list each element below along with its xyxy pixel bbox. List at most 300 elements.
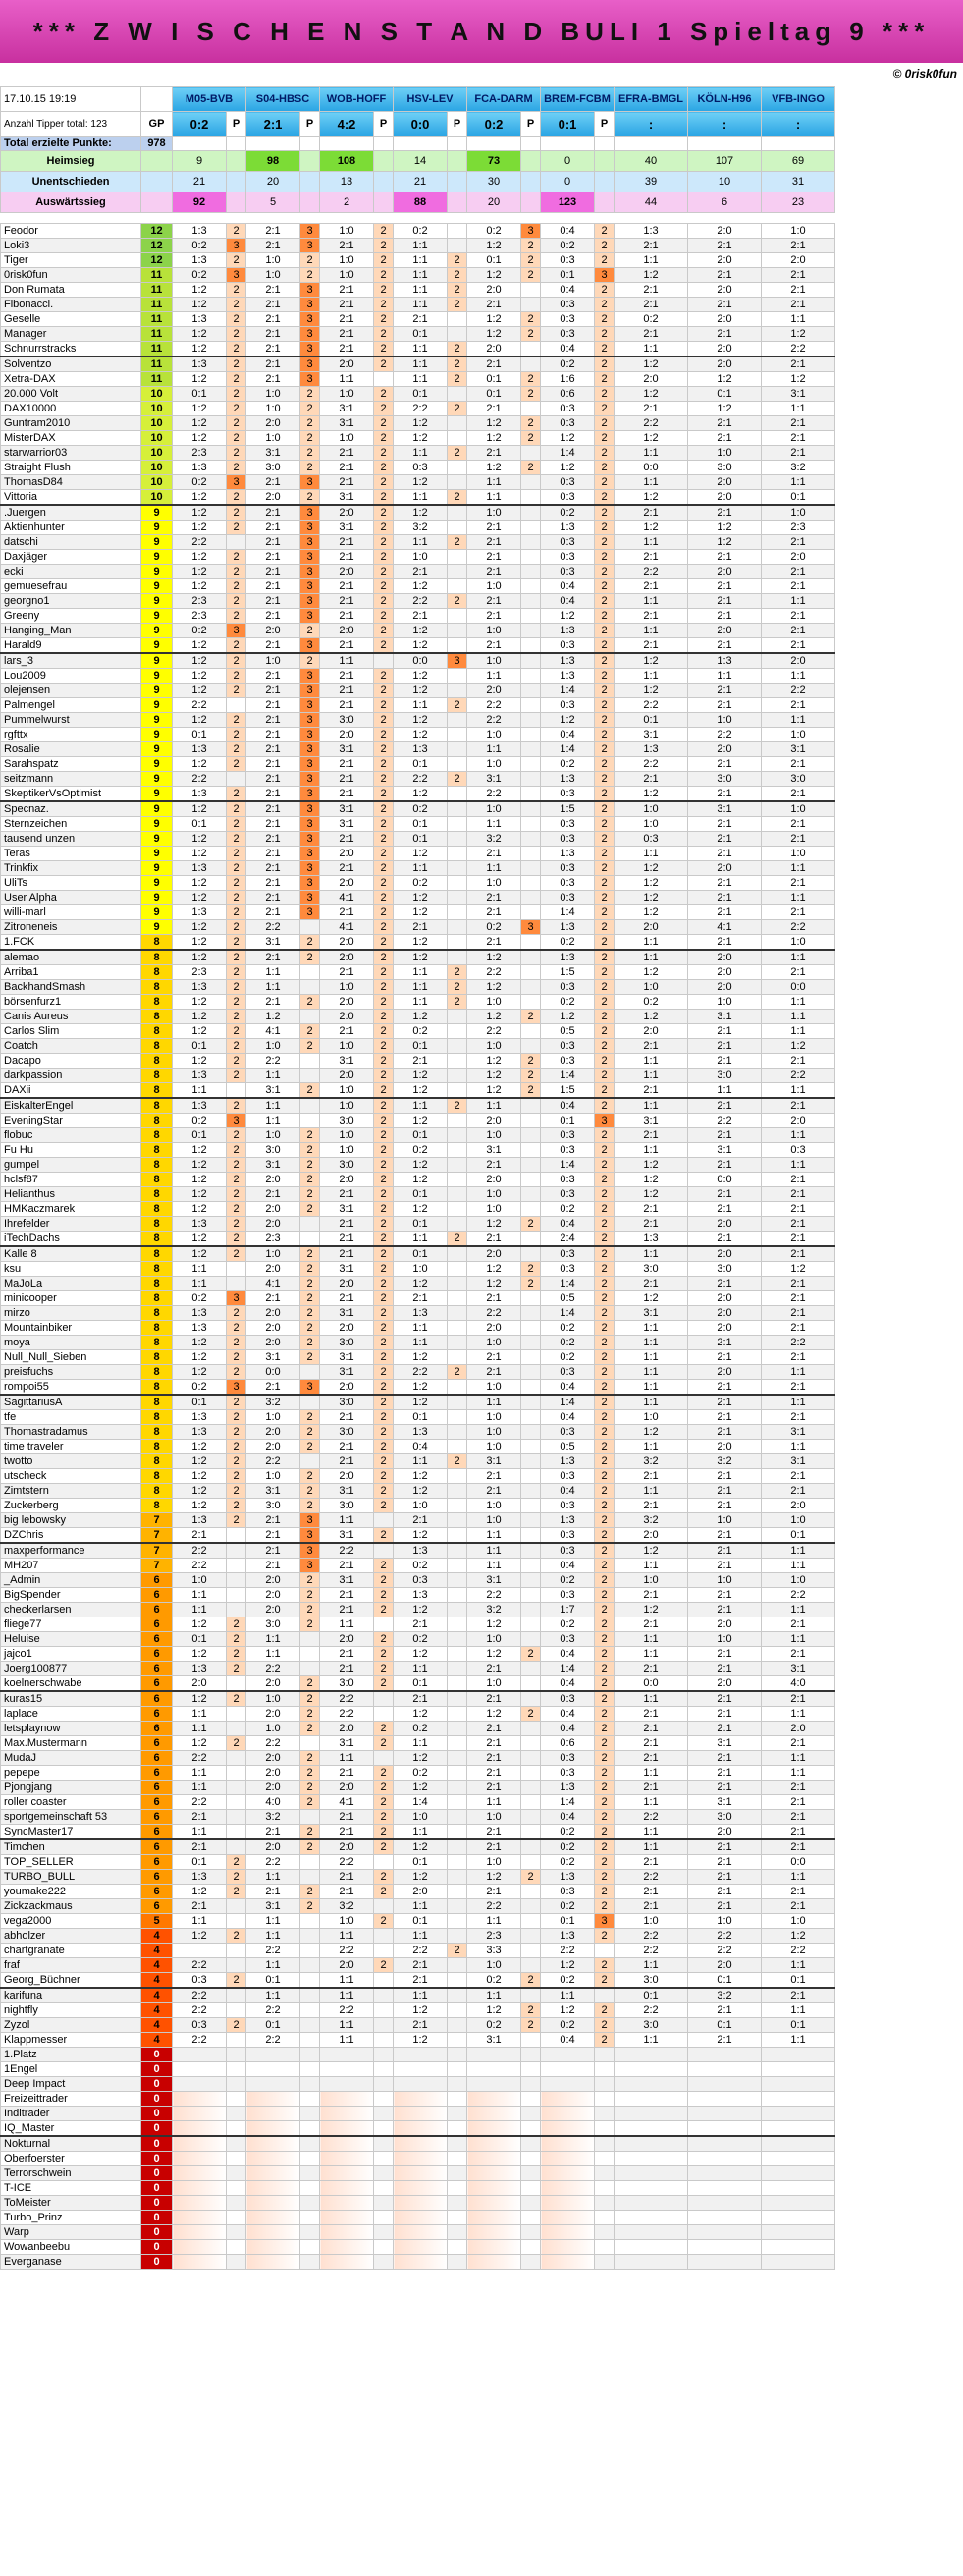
tip-cell: 0:3 [541, 787, 595, 802]
empty-cell [246, 137, 300, 151]
tip-cell: 2:1 [688, 1158, 762, 1173]
points-cell: 2 [374, 1365, 394, 1380]
tip-cell: 2:1 [246, 342, 300, 357]
points-cell: 2 [374, 1528, 394, 1544]
tip-cell: 1:0 [467, 1336, 521, 1350]
summary-value: 31 [762, 172, 835, 192]
tip-cell: 2:2 [173, 535, 227, 550]
points-cell [521, 342, 541, 357]
tip-cell: 2:0 [762, 550, 835, 565]
tip-cell: 1:3 [173, 861, 227, 876]
points-cell: 3 [300, 239, 320, 253]
player-name: börsenfurz1 [1, 995, 141, 1010]
tip-cell [615, 2107, 688, 2121]
points-cell [227, 1573, 246, 1588]
tip-cell: 1:3 [394, 742, 448, 757]
player-points: 6 [141, 1632, 173, 1647]
tip-cell: 1:2 [467, 416, 521, 431]
tip-cell: 1:0 [246, 1722, 300, 1736]
player-points: 8 [141, 1054, 173, 1069]
points-cell: 2 [595, 2033, 615, 2048]
table-row [1, 757, 835, 772]
match-result: 0:2 [173, 112, 227, 137]
player-name: abholzer [1, 1929, 141, 1944]
tip-cell [246, 2136, 300, 2152]
tip-cell: 1:2 [394, 1870, 448, 1885]
tip-cell: 2:2 [615, 2003, 688, 2018]
player-name: nightfly [1, 2003, 141, 2018]
tip-cell: 1:3 [394, 1306, 448, 1321]
points-cell [227, 2152, 246, 2166]
tip-cell: 1:2 [467, 1277, 521, 1291]
points-cell: 2 [374, 624, 394, 638]
tip-cell: 3:1 [320, 1306, 374, 1321]
tip-cell: 2:2 [173, 698, 227, 713]
tip-cell: 0:2 [173, 1291, 227, 1306]
tip-cell: 2:0 [688, 1291, 762, 1306]
player-points: 0 [141, 2107, 173, 2121]
tip-cell: 2:0 [246, 1751, 300, 1766]
points-cell [448, 1217, 467, 1232]
points-cell: 2 [227, 1885, 246, 1899]
tip-cell: 0:3 [541, 327, 595, 342]
tip-cell: 0:2 [541, 356, 595, 372]
points-cell [521, 1350, 541, 1365]
points-cell: 2 [227, 801, 246, 817]
points-cell [300, 1054, 320, 1069]
points-cell: 3 [300, 1559, 320, 1573]
tip-cell: 1:3 [541, 950, 595, 965]
points-cell: 2 [374, 1781, 394, 1795]
tip-cell: 1:3 [615, 1232, 688, 1247]
tip-cell [688, 2225, 762, 2240]
points-cell [448, 1929, 467, 1944]
points-cell: 2 [595, 1010, 615, 1024]
table-row [1, 327, 835, 342]
tip-cell: 0:5 [541, 1024, 595, 1039]
points-cell [448, 565, 467, 579]
p-header: P [595, 112, 615, 137]
points-cell [374, 2225, 394, 2240]
tip-cell: 2:0 [762, 1114, 835, 1128]
points-cell [448, 521, 467, 535]
tip-cell: 0:1 [394, 387, 448, 402]
tip-cell: 0:2 [541, 995, 595, 1010]
points-cell [374, 1973, 394, 1989]
tip-cell [615, 2092, 688, 2107]
page-title: *** Z W I S C H E N S T A N D BULI 1 Spieltag 9 *** [0, 0, 963, 63]
points-cell: 2 [374, 861, 394, 876]
points-cell: 2 [374, 1039, 394, 1054]
tip-cell: 1:0 [320, 1083, 374, 1099]
tip-cell: 0:4 [541, 1410, 595, 1425]
player-points: 6 [141, 1647, 173, 1662]
table-row [1, 847, 835, 861]
points-cell: 2 [521, 239, 541, 253]
tip-cell: 2:1 [688, 905, 762, 920]
points-cell: 2 [374, 1454, 394, 1469]
points-cell: 2 [227, 1098, 246, 1114]
tip-cell: 2:2 [320, 1707, 374, 1722]
tip-cell: 1:2 [173, 565, 227, 579]
table-row [1, 638, 835, 654]
tip-cell: 1:1 [762, 1128, 835, 1143]
player-points: 4 [141, 1929, 173, 1944]
tip-cell: 1:1 [394, 965, 448, 980]
points-cell: 3 [300, 327, 320, 342]
points-cell [521, 2033, 541, 2048]
table-row [1, 416, 835, 431]
tip-cell: 0:1 [173, 1039, 227, 1054]
points-cell: 2 [595, 1440, 615, 1454]
player-name: Tiger [1, 253, 141, 268]
spacer [320, 213, 374, 224]
tip-cell: 2:2 [173, 1988, 227, 2003]
player-points: 9 [141, 609, 173, 624]
tip-cell [320, 2166, 374, 2181]
tip-cell: 2:1 [246, 728, 300, 742]
player-name: Klappmesser [1, 2033, 141, 2048]
points-cell: 2 [300, 1425, 320, 1440]
tip-cell: 2:2 [394, 402, 448, 416]
points-cell: 2 [300, 1336, 320, 1350]
points-cell: 2 [521, 461, 541, 475]
empty-cell [227, 137, 246, 151]
tip-cell: 0:3 [541, 1469, 595, 1484]
player-points: 4 [141, 2018, 173, 2033]
tip-cell: 0:1 [615, 1988, 688, 2003]
tip-cell: 0:2 [541, 1855, 595, 1870]
tip-cell: 1:2 [394, 2003, 448, 2018]
tip-cell: 2:1 [688, 1098, 762, 1114]
tip-cell: 1:1 [394, 253, 448, 268]
tip-cell: 2:2 [688, 728, 762, 742]
tip-cell [762, 2077, 835, 2092]
table-row [1, 356, 835, 372]
tip-cell: 1:2 [173, 1143, 227, 1158]
tip-cell: 1:1 [467, 1098, 521, 1114]
points-cell: 2 [595, 579, 615, 594]
table-row [1, 1336, 835, 1350]
points-cell [448, 461, 467, 475]
tip-cell: 0:1 [394, 1128, 448, 1143]
tip-cell: 1:3 [688, 653, 762, 669]
tip-cell: 2:2 [688, 1929, 762, 1944]
points-cell [374, 2077, 394, 2092]
tip-cell: 2:0 [688, 356, 762, 372]
tip-cell: 3:1 [246, 935, 300, 951]
table-row [1, 1914, 835, 1929]
match-header: M05-BVB [173, 87, 246, 112]
tip-cell [246, 2211, 300, 2225]
player-name: twotto [1, 1454, 141, 1469]
tip-cell: 2:1 [615, 1885, 688, 1899]
table-row [1, 505, 835, 521]
points-cell [521, 638, 541, 654]
summary-label: Heimsieg [1, 151, 141, 172]
player-points: 8 [141, 1098, 173, 1114]
points-cell [227, 1543, 246, 1559]
table-row [1, 402, 835, 416]
table-row [1, 728, 835, 742]
tip-cell: 0:1 [246, 1973, 300, 1989]
tip-cell: 2:0 [688, 224, 762, 239]
tip-cell: 1:1 [615, 1350, 688, 1365]
points-cell: 2 [227, 402, 246, 416]
points-cell: 2 [374, 1795, 394, 1810]
tip-cell: 3:1 [320, 1350, 374, 1365]
points-cell [374, 2166, 394, 2181]
points-cell: 2 [374, 1114, 394, 1128]
tip-cell: 1:1 [173, 1707, 227, 1722]
tip-cell: 2:1 [688, 1885, 762, 1899]
points-cell: 3 [227, 475, 246, 490]
tip-cell: 1:2 [173, 757, 227, 772]
points-cell [448, 1395, 467, 1410]
points-cell [595, 2062, 615, 2077]
tip-cell: 1:2 [394, 1114, 448, 1128]
points-cell: 2 [300, 1484, 320, 1499]
points-cell [300, 2048, 320, 2062]
tip-cell: 1:0 [762, 728, 835, 742]
points-cell: 2 [374, 1810, 394, 1825]
player-name: Zickzackmaus [1, 1899, 141, 1914]
table-row [1, 905, 835, 920]
table-row [1, 920, 835, 935]
empty-cell [521, 151, 541, 172]
tip-cell: 2:1 [467, 402, 521, 416]
tip-cell: 2:1 [320, 1766, 374, 1781]
player-name: ToMeister [1, 2196, 141, 2211]
points-cell: 3 [300, 550, 320, 565]
table-row [1, 565, 835, 579]
tip-cell [762, 2107, 835, 2121]
tip-cell: 1:2 [394, 1469, 448, 1484]
points-cell: 2 [227, 312, 246, 327]
tip-cell: 0:2 [541, 1336, 595, 1350]
points-cell: 2 [300, 653, 320, 669]
tip-cell: 0:4 [394, 1440, 448, 1454]
tip-cell: 2:1 [320, 1410, 374, 1425]
empty-cell [374, 172, 394, 192]
points-cell: 2 [374, 550, 394, 565]
tip-cell [246, 2166, 300, 2181]
table-row [1, 1143, 835, 1158]
tip-cell: 2:1 [688, 698, 762, 713]
points-cell [448, 1707, 467, 1722]
table-row [1, 431, 835, 446]
tip-cell: 1:3 [615, 742, 688, 757]
tip-cell: 2:1 [467, 521, 521, 535]
tip-cell: 2:1 [762, 1781, 835, 1795]
player-name: youmake222 [1, 1885, 141, 1899]
table-row [1, 1425, 835, 1440]
table-row [1, 1454, 835, 1469]
player-points: 9 [141, 742, 173, 757]
points-cell: 2 [227, 1024, 246, 1039]
points-cell: 3 [300, 876, 320, 891]
player-points: 10 [141, 461, 173, 475]
tip-cell: 2:1 [762, 1825, 835, 1840]
tip-cell: 2:0 [320, 1781, 374, 1795]
player-name: EiskalterEngel [1, 1098, 141, 1114]
points-cell [521, 1143, 541, 1158]
player-points: 10 [141, 416, 173, 431]
points-cell [521, 950, 541, 965]
tip-cell: 2:2 [762, 1944, 835, 1958]
tip-cell: 1:2 [173, 1929, 227, 1944]
empty-cell [448, 137, 467, 151]
points-cell: 2 [227, 224, 246, 239]
points-cell: 3 [300, 312, 320, 327]
player-points: 8 [141, 1440, 173, 1454]
empty-cell [227, 172, 246, 192]
table-row [1, 461, 835, 475]
tip-cell [762, 2181, 835, 2196]
points-cell: 2 [227, 461, 246, 475]
points-cell: 2 [374, 905, 394, 920]
tip-cell: 2:1 [615, 1707, 688, 1722]
points-cell [521, 1114, 541, 1128]
match-result: 2:1 [246, 112, 300, 137]
tip-cell: 1:2 [394, 2033, 448, 2048]
player-points: 8 [141, 1010, 173, 1024]
tip-cell: 1:2 [615, 1425, 688, 1440]
tip-cell: 2:0 [467, 1246, 521, 1262]
points-cell: 2 [595, 1781, 615, 1795]
points-cell: 2 [227, 653, 246, 669]
player-points: 9 [141, 565, 173, 579]
points-cell: 3 [300, 728, 320, 742]
table-row [1, 535, 835, 550]
points-cell: 2 [374, 1246, 394, 1262]
points-cell: 2 [374, 402, 394, 416]
player-name: rgfttx [1, 728, 141, 742]
tip-cell: 2:1 [688, 876, 762, 891]
points-cell: 2 [227, 1187, 246, 1202]
tip-cell [688, 2181, 762, 2196]
points-cell: 2 [595, 1632, 615, 1647]
tip-cell: 2:1 [320, 965, 374, 980]
points-cell [448, 2166, 467, 2181]
tip-cell: 0:2 [173, 1380, 227, 1396]
player-points: 9 [141, 579, 173, 594]
player-points: 6 [141, 1795, 173, 1810]
points-cell: 2 [374, 1588, 394, 1603]
tip-cell: 1:2 [467, 1054, 521, 1069]
points-cell: 2 [521, 416, 541, 431]
points-cell: 2 [374, 832, 394, 847]
table-row [1, 2136, 835, 2152]
tip-cell: 1:2 [467, 1069, 521, 1083]
tip-cell: 1:0 [762, 801, 835, 817]
points-cell [521, 1573, 541, 1588]
tip-cell: 2:1 [688, 1380, 762, 1396]
player-points: 5 [141, 1914, 173, 1929]
tip-cell: 2:1 [762, 698, 835, 713]
points-cell [448, 1440, 467, 1454]
tip-cell: 1:0 [246, 653, 300, 669]
points-cell: 2 [595, 1469, 615, 1484]
points-cell: 2 [374, 1173, 394, 1187]
tip-cell: 2:1 [688, 2033, 762, 2048]
points-cell [521, 1380, 541, 1396]
tip-cell: 0:2 [541, 1350, 595, 1365]
tip-cell: 0:3 [541, 416, 595, 431]
tip-cell: 2:1 [688, 757, 762, 772]
points-cell [300, 2003, 320, 2018]
points-cell: 2 [227, 1855, 246, 1870]
points-cell: 3 [521, 920, 541, 935]
tip-cell: 1:2 [394, 624, 448, 638]
table-row [1, 312, 835, 327]
tip-cell: 0:1 [394, 1410, 448, 1425]
points-cell: 2 [300, 1885, 320, 1899]
tip-cell: 0:4 [541, 1217, 595, 1232]
points-cell [521, 801, 541, 817]
tip-cell: 2:2 [688, 1944, 762, 1958]
table-row [1, 579, 835, 594]
summary-value: 21 [394, 172, 448, 192]
tip-cell: 0:3 [541, 312, 595, 327]
tip-cell: 2:1 [762, 1306, 835, 1321]
tip-cell: 0:3 [541, 1543, 595, 1559]
summary-value: 108 [320, 151, 374, 172]
tip-cell: 2:1 [615, 1781, 688, 1795]
tip-cell: 2:1 [762, 1469, 835, 1484]
points-cell [300, 920, 320, 935]
tip-cell: 2:1 [762, 757, 835, 772]
points-cell: 2 [595, 327, 615, 342]
tip-cell: 2:0 [246, 1440, 300, 1454]
summary-value: 6 [688, 192, 762, 213]
tip-cell: 2:1 [688, 1781, 762, 1795]
tip-cell: 1:3 [394, 1543, 448, 1559]
table-row [1, 1410, 835, 1425]
player-points: 9 [141, 713, 173, 728]
tip-cell: 2:1 [688, 1410, 762, 1425]
table-row [1, 1158, 835, 1173]
points-label: Total erzielte Punkte: [1, 137, 141, 151]
tip-cell: 3:0 [246, 461, 300, 475]
player-points: 4 [141, 1973, 173, 1989]
tip-cell: 3:1 [467, 1143, 521, 1158]
tip-cell: 2:2 [394, 594, 448, 609]
tip-cell: 1:2 [173, 1736, 227, 1751]
points-cell: 2 [300, 1187, 320, 1202]
points-cell [227, 2196, 246, 2211]
tip-cell: 1:1 [615, 1440, 688, 1454]
player-points: 8 [141, 1425, 173, 1440]
tip-cell: 1:2 [467, 1870, 521, 1885]
points-cell [448, 787, 467, 802]
points-cell: 2 [227, 283, 246, 298]
tip-cell: 1:2 [173, 505, 227, 521]
points-cell [521, 876, 541, 891]
table-row [1, 1958, 835, 1973]
points-cell: 2 [374, 1662, 394, 1676]
points-cell: 2 [227, 1440, 246, 1454]
player-points: 6 [141, 1839, 173, 1855]
points-cell: 3 [300, 505, 320, 521]
tip-cell: 1:3 [173, 1870, 227, 1885]
points-cell [521, 298, 541, 312]
player-name: willi-marl [1, 905, 141, 920]
tip-cell [541, 2240, 595, 2255]
points-cell: 2 [595, 490, 615, 506]
tip-cell [173, 2048, 227, 2062]
table-row [1, 1365, 835, 1380]
